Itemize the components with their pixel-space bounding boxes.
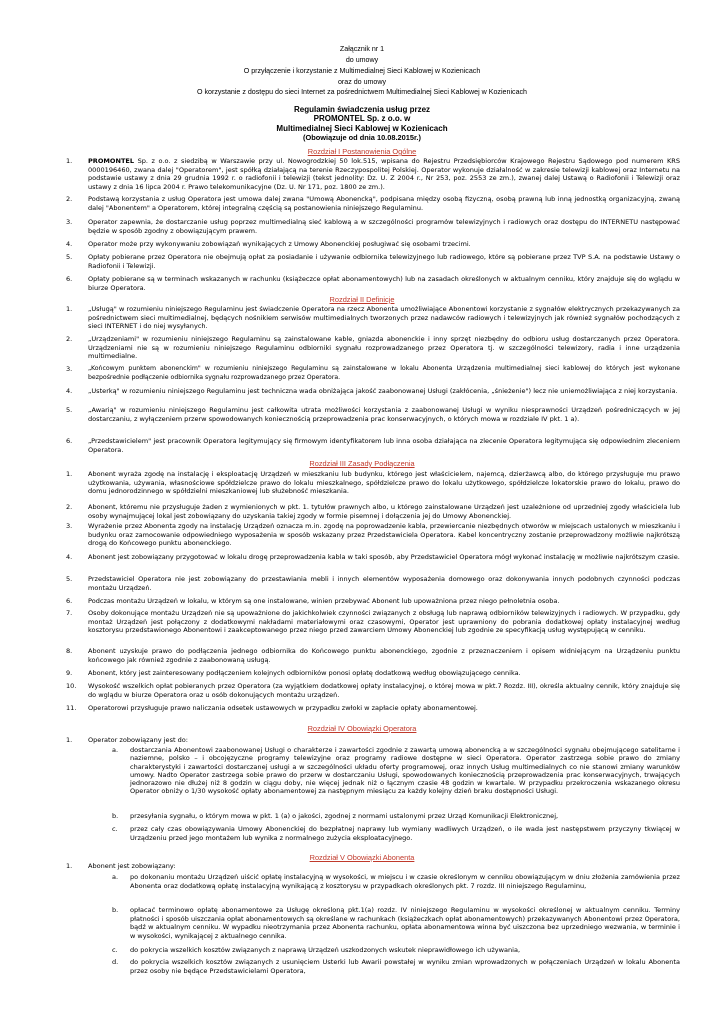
list-item: Abonent jest zobowiązany:: [88, 862, 176, 870]
item-number: 1.: [66, 736, 73, 744]
item-number: 1.: [66, 157, 73, 165]
sub-item: przesyłania sygnału, o którym mowa w pkt. 1 (a) o jakości, zgodnej z normami ustalonymi przez Urząd Komunikacji Elektronicznej,: [130, 812, 559, 820]
list-item: „Usterką" w rozumieniu niniejszego Regulaminu jest techniczna wada obniżająca jakość zaabonowanej Usługi (zakłócenia, „śnieżenie") lecz nie uniemożliwiająca z niej korzystania.: [88, 387, 678, 395]
list-item: Wysokość wszelkich opłat pobieranych przez Operatora (za wyjątkiem dodatkowej opłaty instalacyjnej, o której mowa w pkt.7 Rozdz. III), określa aktualny cennik, który znajduje się do wglądu w biurze Operatora oraz u osób dokonujących montażu urządzeń.: [88, 682, 680, 699]
item-number: 8.: [66, 647, 73, 655]
list-item: Abonent uzyskuje prawo do podłączenia jednego odbiornika do Końcowego punktu abonenckiego, zgodnie z przeznaczeniem i opisem widniejącym na Urządzeniu punktu końcowego jak również zgodnie z zaabonowaną usługą.: [88, 647, 680, 664]
sub-item-letter: b.: [112, 906, 119, 914]
item-number: 3.: [66, 522, 73, 530]
list-item: Podczas montażu Urządzeń w lokalu, w którym są one instalowane, winien przebywać Abonent lub upoważniona przez niego pełnoletnia osoba.: [88, 597, 560, 605]
header-line: do umowy: [345, 56, 379, 64]
section-heading: Rozdział I Postanowienia Ogólne: [307, 147, 417, 156]
header-line: O korzystanie z dostępu do sieci Internet za pośrednictwem Multimedialnej Sieci Kablowej w Kozienicach: [196, 88, 528, 96]
item-number: 1.: [66, 305, 73, 313]
sub-item-letter: a.: [112, 746, 119, 754]
item-text: Sp. z o.o. z siedzibą w Warszawie przy ul. Nowogrodzkiej 50 lok.515, wpisana do Rejestru Przedsiębiorców Krajowego Rejestru Sądowego pod numerem KRS 0000196460, zwana dalej "Operatorem", jest spółką działającą na terenie Rzeczypospolitej Polskiej. Operator wykonuje działalność w zakresie telewizji kablowej oraz Internetu na podstawie ustawy z dnia 29 grudnia 1992 r. o radiofonii i telewizji (tekst jednolity: Dz. U. Z 2004 r., Nr 253, poz. 2553 ze zm.), zwanej dalej Ustawą o Radiofonii i Telewizji oraz ustawy z dnia 16 lipca 2004 r. Prawo telekomunikacyjne (Dz. U. Nr 171, poz. 1800 ze zm.).: [88, 157, 680, 191]
item-number: 4.: [66, 387, 73, 395]
list-item: [88, 157, 680, 191]
section-heading: Rozdział V Obowiązki Abonenta: [309, 853, 415, 862]
item-number: 5.: [66, 575, 73, 583]
item-number: 4.: [66, 553, 73, 561]
item-number: 11.: [66, 704, 77, 712]
sub-item-letter: c.: [112, 825, 118, 833]
list-item: Abonent jest zobowiązany przygotować w lokalu drogę przeprowadzenia kabla w taki sposób, aby Przedstawiciel Operatora mógł wykonać instalację w możliwie najkrótszym czasie.: [88, 553, 680, 561]
document-title: PROMONTEL Sp. z o.o. w: [313, 114, 411, 123]
list-item: Opłaty pobierane przez Operatora nie obejmują opłat za posiadanie i używanie odbiornika telewizyjnego lub radiowego, które są pobierane przez TVP S.A. na podstawie Ustawy o Radiofonii i Telewizji.: [88, 253, 680, 270]
document-title: Regulamin świadczenia usług przez: [293, 105, 431, 114]
company-name: PROMONTEL: [88, 157, 135, 165]
item-number: 6.: [66, 275, 73, 283]
sub-item: do pokrycia wszelkich kosztów związanych z usunięciem Usterki lub Awarii powstałej w wyniku zmian wprowadzonych w połączeniach Urządzeń w lokalu Abonenta przez osoby nie będące Przedstawicielami Operatora,: [130, 958, 680, 975]
sub-item: po dokonaniu montażu Urządzeń uiścić opłatę instalacyjną w wysokości, w miejscu i w czasie określonym w cenniku obowiązującym w dniu złożenia zamówienia przez Abonenta oraz dodatkową opłatę instalacyjną wynikającą z kosztorysu w przypadkach określonych pkt. 7 rozdz. III niniejszego Regulaminu,: [130, 873, 680, 890]
sub-item-letter: b.: [112, 812, 119, 820]
item-number: 6.: [66, 437, 73, 445]
header-line: O przyłączenie i korzystanie z Multimedialnej Sieci Kablowej w Kozienicach: [243, 67, 481, 75]
item-number: 2.: [66, 335, 73, 343]
item-number: 7.: [66, 609, 73, 617]
sub-item-letter: d.: [112, 958, 119, 966]
item-number: 3.: [66, 218, 73, 226]
list-item: Operatorowi przysługuje prawo naliczania odsetek ustawowych w przypadku zwłoki w zapłacie opłaty abonamentowej.: [88, 704, 478, 712]
list-item: Podstawą korzystania z usług Operatora jest umowa dalej zwana "Umową Abonencką", podpisana między osobą fizyczną, osobą prawną lub inną jednostką organizacyjną, zwaną dalej "Abonentem" a Operatorem, której integralną częścią są postanowienia niniejszego Regulaminu.: [88, 195, 680, 212]
list-item: Abonent wyraża zgodę na instalację i eksploatację Urządzeń w mieszkaniu lub budynku, którego jest właścicielem, najemcą, dzierżawcą albo, do którego przysługuje mu prawo użytkowania, używania, własnościowe spółdzielcze prawo do lokalu mieszkalnego, spółdzielcze prawo do lokalu użytkowego, spółdzielcze lokatorskie prawo do lokalu, prawo do domu jednorodzinnego w spółdzielni mieszkaniowej lub służebność mieszkania.: [88, 470, 680, 496]
item-number: 10.: [66, 682, 77, 690]
list-item: „Urządzeniami" w rozumieniu niniejszego Regulaminu są zainstalowane kable, gniazda abonenckie i inny sprzęt niezbędny do odbioru usług dostarczanych przez Operatora. Urządzeniami nie są w rozumieniu niniejszego Regulaminu odbiorniki sygnału rozprowadzanego przez Operatora tj. w szczególności telewizory, radia i inne urządzenia multimedialne.: [88, 335, 680, 361]
list-item: Operator może przy wykonywaniu zobowiązań wynikających z Umowy Abonenckiej posługiwać się osobami trzecimi.: [88, 240, 471, 248]
list-item: Operator zobowiązany jest do:: [88, 736, 188, 744]
item-number: 2.: [66, 503, 73, 511]
list-item: „Usługą" w rozumieniu niniejszego Regulaminu jest świadczenie Operatora na rzecz Abonenta umożliwiające Abonentowi korzystanie z sygnałów elektrycznych przekazywanych za pośrednictwem sieci multimedialnej, będących nośnikiem serwisów multimedialnych tworzonych przez nadawców radiowych i telewizyjnych jak również sygnałów pochodzących z sieci INTERNET i do niej wysyłanych.: [88, 305, 680, 331]
item-number: 4.: [66, 240, 73, 248]
list-item: Operator zapewnia, że dostarczanie usług poprzez multimedialną sieć kablową a w szczególności programów telewizyjnych i radiowych oraz dostępu do INTERNETU następować będzie w sposób zgodny z obowiązującym prawem.: [88, 218, 680, 235]
annex-label: Załącznik nr 1: [339, 45, 385, 53]
document-title: Multimedialnej Sieci Kablowej w Kozienicach: [276, 124, 448, 133]
list-item: „Awarią" w rozumieniu niniejszego Regulaminu jest całkowita utrata możliwości korzystania z zaabonowanej Usługi w wyniku niesprawności Urządzeń pośredniczących w jej dostarczaniu, z wyłączeniem przerw spowodowanych koniecznością przeprowadzenia prac konserwacyjnych, o których mowa w rozdziale IV pkt. 1 a).: [88, 406, 680, 423]
item-number: 1.: [66, 470, 73, 478]
list-item: Przedstawiciel Operatora nie jest zobowiązany do przestawiania mebli i innych elementów wyposażenia domowego oraz dokonywania innych podobnych czynności podczas montażu Urządzeń.: [88, 575, 680, 592]
effective-date: (Obowiązuje od dnia 10.08.2015r.): [303, 133, 421, 142]
sub-item: przez cały czas obowiązywania Umowy Abonenckiej do bezpłatnej naprawy lub wymiany wadliwych Urządzeń, o ile wada jest następstwem przyczyny tkwiącej w Urządzeniu przed jego montażem lub wynika z normalnego zużycia eksploatacyjnego.: [130, 825, 680, 842]
sub-item: do pokrycia wszelkich kosztów związanych z naprawą Urządzeń uszkodzonych wskutek nieprawidłowego ich używania,: [130, 946, 521, 954]
list-item: „Przedstawicielem" jest pracownik Operatora legitymujący się firmowym identyfikatorem lub inna osoba działająca na zlecenie Operatora legitymująca się odpowiednim zleceniem Operatora.: [88, 437, 680, 454]
item-number: 5.: [66, 406, 73, 414]
sub-item-letter: a.: [112, 873, 119, 881]
list-item: Osoby dokonujące montażu Urządzeń nie są upoważnione do jakichkolwiek czynności związanych z obsługą lub naprawą odbiorników telewizyjnych i radiowych. W przypadku, gdy montaż Urządzeń jest połączony z dodatkowymi nakładami materiałowymi oraz czasowymi, Operator jest uprawniony do pobrania dodatkowej opłaty instalacyjnej według kosztorysu przedstawionego Abonentowi i zaakceptowanego przez niego przed zawarciem Umowy Abonenckiej lub zgodnie ze specyfikacją usług występującą w cenniku.: [88, 609, 680, 635]
sub-item-letter: c.: [112, 946, 118, 954]
item-number: 5.: [66, 253, 73, 261]
sub-item: dostarczania Abonentowi zaabonowanej Usługi o charakterze i zawartości zgodnie z zawartą umową abonencką a w szczególności sygnału obejmującego satelitarne i naziemne, polsko – i obcojęzyczne programy telewizyjne oraz programy radiowe dostępne w sieci Operatora. Operator zastrzega sobie prawo do zmiany charakterystyki i zawartości dostarczanej usługi a w szczególności układu oferty programowej, oraz innych Usług multimedialnych co nie stanowi zmiany warunków umowy. Nadto Operator zastrzega sobie prawo do przerw w dostarczaniu Usługi, spowodowanych koniecznością przeprowadzenia prac konserwacyjnych, trwających jednorazowo nie dłużej niż 8 godzin w ciągu doby, nie więcej jednak niż o łącznym czasie 48 godzin w kwartale. W przypadku przekroczenia wskazanego okresu Operator obniży o 1/30 wysokość opłaty abonamentowej za następnym miesiącu za każdy kolejny dzień braku dostępności Usługi.: [130, 746, 680, 796]
list-item: Wyrażenie przez Abonenta zgody na instalację Urządzeń oznacza m.in. zgodę na poprowadzenie kabla, przewiercanie niezbędnych otworów w miejscach ustalonych w mieszkaniu i budynku oraz zamocowanie odpowiedniego wyposażenia w sposób wskazany przez Przedstawiciela Operatora. Kabel koncentryczny zostanie przeprowadzony możliwie najkrótszą drogą do Końcowego punktu abonenckiego.: [88, 522, 680, 548]
item-number: 2.: [66, 195, 73, 203]
list-item: „Końcowym punktem abonenckim" w rozumieniu niniejszego Regulaminu są zainstalowane w lokalu Abonenta Urządzenia multimedialnej sieci kablowej do których jest wykonane bezpośrednie podłączenie odbiornika sygnału rozprowadzanego przez Operatora.: [88, 365, 680, 381]
list-item: Abonent, któremu nie przysługuje żaden z wymienionych w pkt. 1. tytułów prawnych albo, u którego zainstalowane Urządzeń jest uzależnione od uprzedniej zgody właściciela lub osoby wynajmującej lokal jest zobowiązany do uzyskania takiej zgody w formie pisemnej i dołączenia jej do Umowy Abonenckiej.: [88, 503, 680, 520]
list-item: Opłaty pobierane są w terminach wskazanych w rachunku (książeczce opłat abonamentowych) lub na zasadach określonych w aktualnym cenniku, który znajduje się do wglądu w biurze Operatora.: [88, 275, 680, 292]
section-heading: Rozdział II Definicje: [329, 295, 395, 304]
item-number: 6.: [66, 597, 73, 605]
section-heading: Rozdział III Zasady Podłączenia: [309, 459, 415, 468]
sub-item: opłacać terminowo opłatę abonamentowe za Usługę określoną pkt.1(a) rozdz. IV niniejszego Regulaminu w wysokości określonej w aktualnym cenniku. Terminy płatności i sposób uiszczania opłat abonamentowych są określane w rachunkach (książeczkach opłat abonamentowych) przekazywanych Abonentowi przez Operatora, bądź w aktualnym cenniku. W wypadku nieotrzymania przez Abonenta rachunku, opłata abonamentowa winna być uiszczona bez uprzedniego wezwania, w terminie i w wysokości, wynikającej z aktualnego cennika.: [130, 906, 680, 940]
item-number: 3.: [66, 365, 73, 373]
section-heading: Rozdział IV Obowiązki Operatora: [307, 724, 417, 733]
item-number: 1.: [66, 862, 73, 870]
list-item: Abonent, który jest zainteresowany podłączeniem kolejnych odbiorników ponosi opłatę dodatkową według obowiązującego cennika.: [88, 669, 521, 677]
header-line: oraz do umowy: [337, 78, 387, 86]
item-number: 9.: [66, 669, 73, 677]
